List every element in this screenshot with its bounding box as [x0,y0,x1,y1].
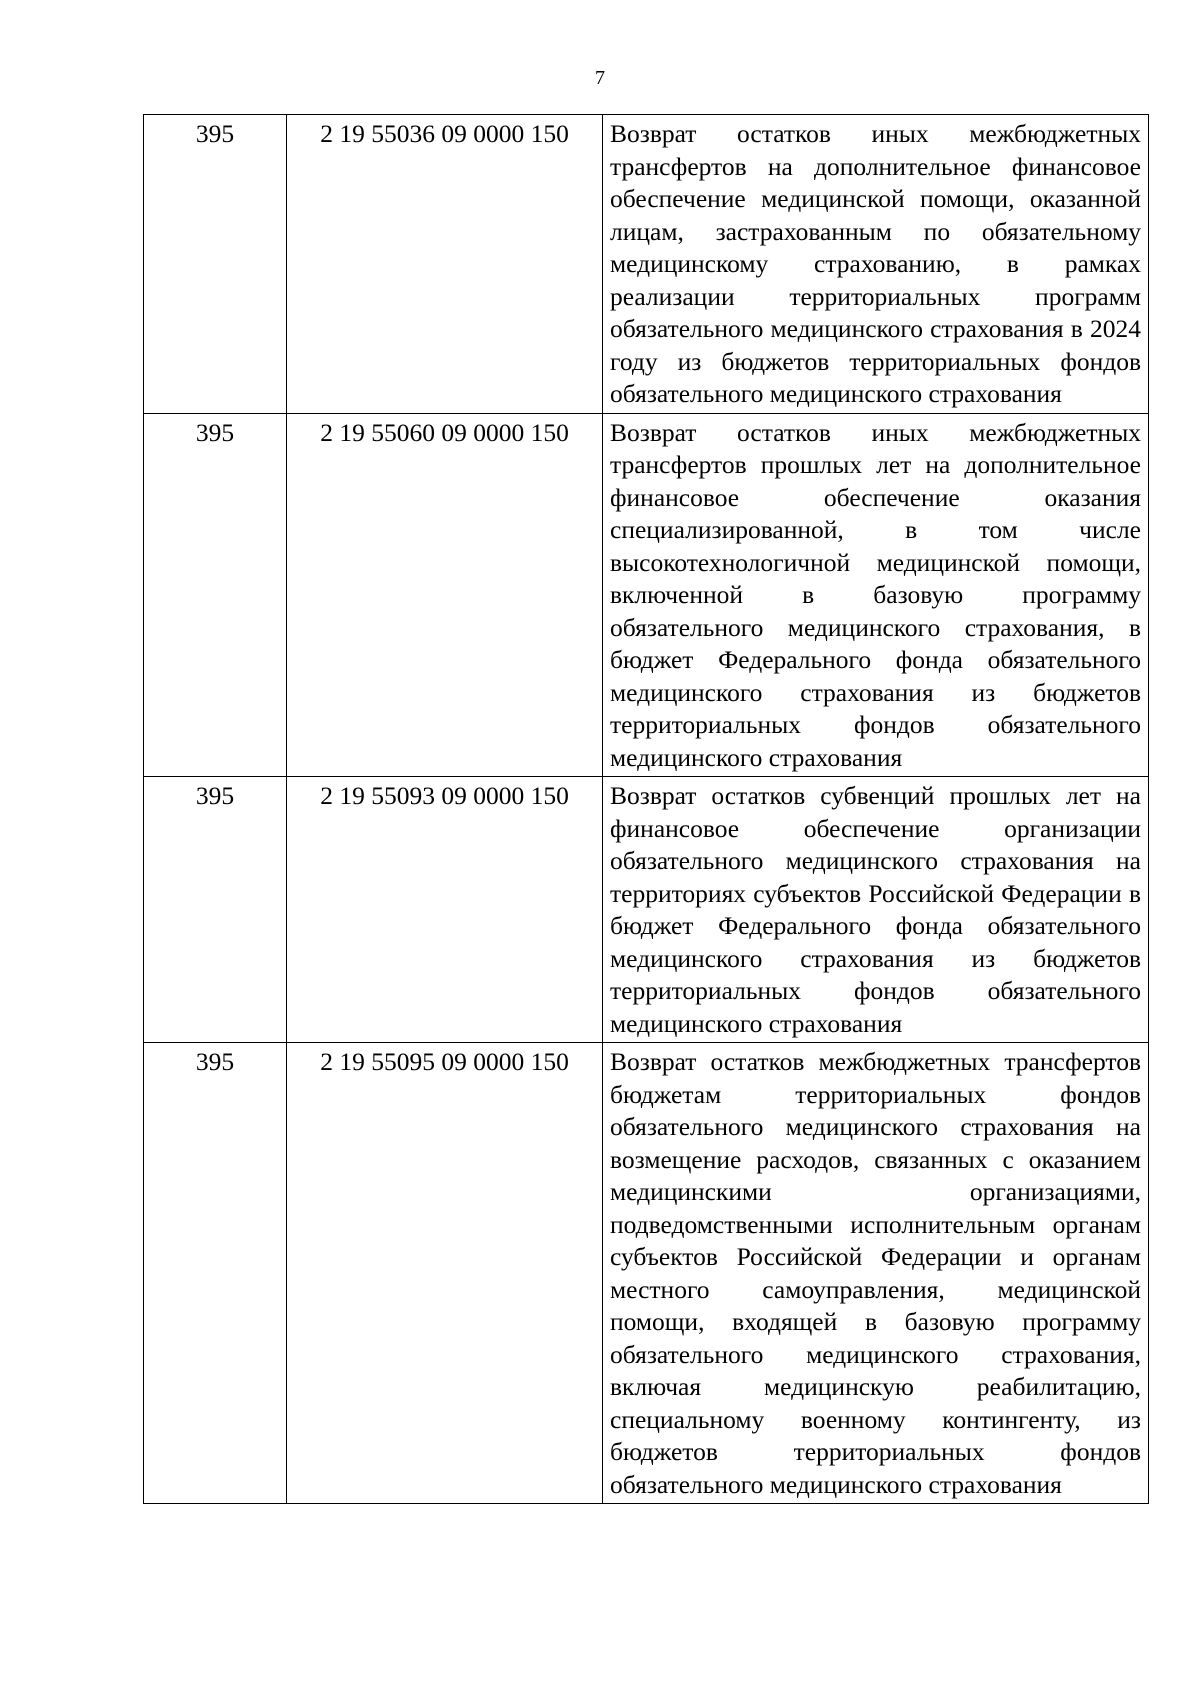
admin-code-cell: 395 [144,115,287,414]
budget-code-cell: 2 19 55093 09 0000 150 [287,777,603,1043]
table-row [144,413,1149,777]
description-cell: Возврат остатков межбюджетных трансфертов бюджетам территориальных фондов обязательного медицинского страхования на возмещение расходов, связанных с оказанием медицинскими организациями, подведомственными исполнительным органам субъектов Российской Федерации и органам местного самоуправления, медицинской помощи, входящей в базовую программу обязательного медицинского страхования, включая медицинскую реабилитацию, специальному военному контингенту, из бюджетов территориальных фондов обязательного медицинского страхования [603,1043,1149,1504]
budget-code-cell: 2 19 55095 09 0000 150 [287,1043,603,1504]
admin-code-cell: 395 [144,777,287,1043]
budget-code-cell: 2 19 55060 09 0000 150 [287,413,603,777]
description-cell: Возврат остатков иных межбюджетных трансфертов на дополнительное финансовое обеспечение медицинской помощи, оказанной лицам, застрахованным по обязательному медицинскому страхованию, в рамках реализации территориальных программ обязательного медицинского страхования в 2024 году из бюджетов территориальных фондов обязательного медицинского страхования [603,115,1149,414]
budget-code-cell: 2 19 55036 09 0000 150 [287,115,603,414]
description-cell: Возврат остатков иных межбюджетных трансфертов прошлых лет на дополнительное финансовое обеспечение оказания специализированной, в том числе высокотехнологичной медицинской помощи, включенной в базовую программу обязательного медицинского страхования, в бюджет Федерального фонда обязательного медицинского страхования из бюджетов территориальных фондов обязательного медицинского страхования [603,413,1149,777]
admin-code-cell: 395 [144,413,287,777]
table-row [144,777,1149,1043]
table-row [144,1043,1149,1504]
description-cell: Возврат остатков субвенций прошлых лет на финансовое обеспечение организации обязательного медицинского страхования на территориях субъектов Российской Федерации в бюджет Федерального фонда обязательного медицинского страхования из бюджетов территориальных фондов обязательного медицинского страхования [603,777,1149,1043]
page-number: 7 [595,67,605,89]
admin-code-cell: 395 [144,1043,287,1504]
table-row [144,115,1149,414]
budget-codes-table [143,114,1149,1504]
